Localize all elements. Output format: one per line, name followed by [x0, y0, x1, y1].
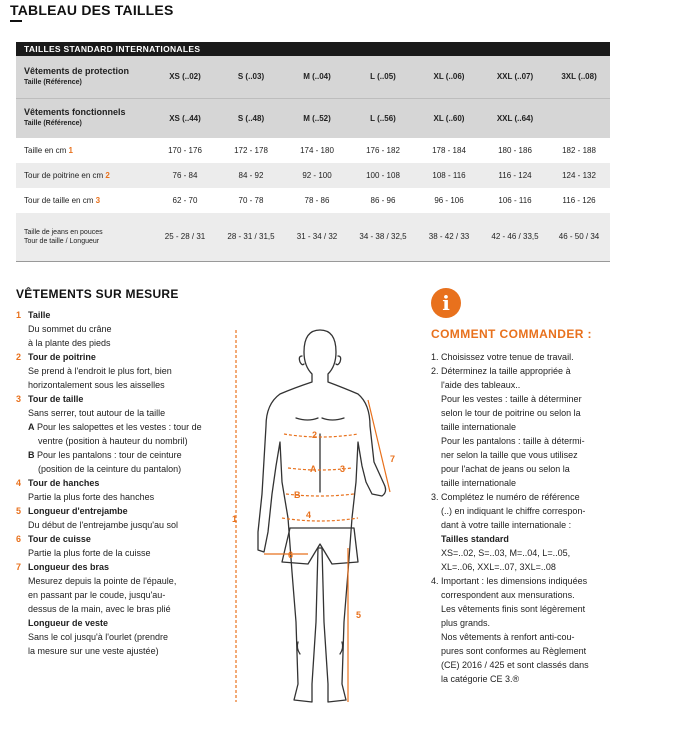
measure-desc: à la plante des pieds [28, 338, 111, 348]
table-row [16, 138, 610, 163]
measure-desc: la mesure sur une veste ajustée) [28, 646, 159, 656]
measures-list [16, 308, 216, 658]
table-cell: 170 - 176 [152, 138, 218, 163]
body-outline-icon [258, 330, 386, 702]
step-line: Les vêtements finis sont légèrement [441, 604, 586, 614]
measure-item [16, 532, 216, 560]
measure-desc: Sans le col jusqu'à l'ourlet (prendre [28, 632, 169, 642]
order-step [431, 574, 613, 686]
table-cell: 96 - 106 [416, 188, 482, 213]
table-cell: 106 - 116 [482, 188, 548, 213]
measure-name: Taille [28, 310, 51, 320]
table-cell: 124 - 132 [548, 163, 610, 188]
table-cell: 70 - 78 [218, 188, 284, 213]
table-cell: 46 - 50 / 34 [548, 213, 610, 261]
title-rule [10, 20, 22, 22]
measure-item [16, 476, 216, 504]
table-cell: 38 - 42 / 33 [416, 213, 482, 261]
table-row [16, 98, 610, 138]
table-cell: 108 - 116 [416, 163, 482, 188]
step-number: 3. [431, 492, 439, 502]
table-cell: L (..05) [350, 56, 416, 98]
label-6: 6 [288, 550, 294, 560]
step-number: 2. [431, 366, 439, 376]
table-cell: 25 - 28 / 31 [152, 213, 218, 261]
table-cell: 86 - 96 [350, 188, 416, 213]
table-cell: XS (..02) [152, 56, 218, 98]
measures-title: VÊTEMENTS SUR MESURE [16, 287, 179, 301]
table-cell: XS (..44) [152, 98, 218, 138]
measure-number: 4 [16, 478, 22, 488]
label-2: 2 [312, 430, 318, 440]
step-line: Important : les dimensions indiquées [441, 576, 588, 586]
measure-name: Tour de cuisse [28, 534, 91, 544]
table-cell: 176 - 182 [350, 138, 416, 163]
step-line: dant à votre taille internationale : [441, 520, 572, 530]
measure-number: 2 [16, 352, 22, 362]
table-cell: 78 - 86 [284, 188, 350, 213]
label-3: 3 [340, 464, 346, 474]
row-label: Vêtements de protection Taille (Référence) [16, 56, 152, 98]
table-cell: XL (..60) [416, 98, 482, 138]
body-figure [224, 322, 410, 722]
label-4: 4 [306, 510, 312, 520]
order-step [431, 490, 613, 574]
step-line: taille internationale [441, 478, 517, 488]
measure-item [16, 504, 216, 532]
measure-item [16, 560, 216, 658]
step-number: 4. [431, 576, 439, 586]
table-cell: S (..03) [218, 56, 284, 98]
measure-number: 5 [16, 506, 22, 516]
row-label: Taille de jeans en pouces Tour de taille / Longueur [16, 213, 152, 261]
step-line: pures sont conformes au Règlement [441, 646, 587, 656]
table-row [16, 188, 610, 213]
step-line: l'aide des tableaux.. [441, 380, 521, 390]
table-cell: 42 - 46 / 33,5 [482, 213, 548, 261]
measure-item [16, 392, 216, 476]
row-label: Taille en cm 1 [16, 138, 152, 163]
label-7: 7 [390, 454, 396, 464]
info-icon: i [431, 288, 461, 318]
measure-desc: Du début de l'entrejambe jusqu'au sol [28, 520, 179, 530]
table-cell: L (..56) [350, 98, 416, 138]
table-cell: 84 - 92 [218, 163, 284, 188]
table-cell: 100 - 108 [350, 163, 416, 188]
table-cell: 182 - 188 [548, 138, 610, 163]
measure-name: Tour de taille [28, 394, 84, 404]
row-label: Tour de taille en cm 3 [16, 188, 152, 213]
measure-sub-letter: A [28, 422, 35, 432]
step-line: XL=..06, XXL=..07, 3XL=..08 [441, 562, 556, 572]
measure-number: 7 [16, 562, 22, 572]
row-label: Tour de poitrine en cm 2 [16, 163, 152, 188]
table-cell: 28 - 31 / 31,5 [218, 213, 284, 261]
table-cell: 62 - 70 [152, 188, 218, 213]
measure-sub: A Pour les salopettes et les vestes : tour de ventre (position à hauteur du nombril) [28, 422, 202, 446]
measure-name: Tour de hanches [28, 478, 100, 488]
step-line: Nos vêtements à renfort anti-cou- [441, 632, 575, 642]
measure-desc: dessus de la main, avec le bras plié [28, 604, 171, 614]
label-a: A [310, 464, 317, 474]
label-1: 1 [232, 514, 238, 524]
measure-sub: B Pour les pantalons : tour de ceinture (position de la ceinture du pantalon) [28, 450, 182, 474]
table-cell: XXL (..07) [482, 56, 548, 98]
step-line: plus grands. [441, 618, 491, 628]
measure-extra-name: Longueur de veste [28, 618, 109, 628]
label-b: B [294, 490, 301, 500]
measure-desc: Mesurez depuis la pointe de l'épaule, [28, 576, 177, 586]
table-cell: 180 - 186 [482, 138, 548, 163]
order-title: COMMENT COMMANDER : [431, 327, 592, 341]
table-cell: 116 - 124 [482, 163, 548, 188]
step-number: 1. [431, 352, 439, 362]
table-cell: 178 - 184 [416, 138, 482, 163]
table-cell: M (..52) [284, 98, 350, 138]
table-row [16, 163, 610, 188]
measure-desc: Sans serrer, tout autour de la taille [28, 408, 166, 418]
step-line: la catégorie CE 3.® [441, 674, 520, 684]
table-cell: 174 - 180 [284, 138, 350, 163]
measure-desc: horizontalement sous les aisselles [28, 380, 165, 390]
step-line: Choisissez votre tenue de travail. [441, 352, 574, 362]
order-steps [431, 350, 613, 686]
table-header-row [16, 42, 610, 56]
measure-desc: Partie la plus forte des hanches [28, 492, 155, 502]
page-title: TABLEAU DES TAILLES [10, 2, 174, 18]
row-label: Vêtements fonctionnels Taille (Référence) [16, 98, 152, 138]
table-cell [548, 98, 610, 138]
step-line: Pour les pantalons : taille à détermi- [441, 436, 585, 446]
step-line: Déterminez la taille appropriée à [441, 366, 571, 376]
measure-number: 6 [16, 534, 22, 544]
table-cell: 34 - 38 / 32,5 [350, 213, 416, 261]
step-bold: Tailles standard [441, 534, 509, 544]
measure-desc: Se prend à l'endroit le plus fort, bien [28, 366, 172, 376]
table-cell: 3XL (..08) [548, 56, 610, 98]
step-line: (CE) 2016 / 425 et sont classés dans [441, 660, 589, 670]
order-step [431, 364, 613, 490]
table-cell: 92 - 100 [284, 163, 350, 188]
table-cell: 76 - 84 [152, 163, 218, 188]
measure-item [16, 350, 216, 392]
step-line: selon le tour de poitrine ou selon la [441, 408, 581, 418]
table-cell: S (..48) [218, 98, 284, 138]
table-cell: 31 - 34 / 32 [284, 213, 350, 261]
step-line: (..) en indiquant le chiffre correspon- [441, 506, 586, 516]
step-line: ner selon la taille que vous utilisez [441, 450, 578, 460]
measure-numbers [232, 430, 395, 620]
step-line: Complétez le numéro de référence [441, 492, 580, 502]
table-cell: 172 - 178 [218, 138, 284, 163]
measure-name: Longueur d'entrejambe [28, 506, 128, 516]
table-cell: XL (..06) [416, 56, 482, 98]
measure-desc: Du sommet du crâne [28, 324, 112, 334]
order-step [431, 350, 613, 364]
measure-number: 1 [16, 310, 22, 320]
table-row [16, 56, 610, 98]
label-5: 5 [356, 610, 362, 620]
step-line: correspondent aux mensurations. [441, 590, 575, 600]
step-line: pour l'achat de jeans ou selon la [441, 464, 570, 474]
step-line: Pour les vestes : taille à déterminer [441, 394, 582, 404]
measure-number: 3 [16, 394, 22, 404]
measure-sub-letter: B [28, 450, 35, 460]
size-table [16, 42, 610, 262]
measure-desc: Partie la plus forte de la cuisse [28, 548, 151, 558]
table-header: TAILLES STANDARD INTERNATIONALES [16, 42, 610, 56]
step-line: XS=..02, S=..03, M=..04, L=..05, [441, 548, 571, 558]
measure-name: Tour de poitrine [28, 352, 96, 362]
measure-item [16, 308, 216, 350]
measure-desc: en passant par le coude, jusqu'au- [28, 590, 166, 600]
table-cell: XXL (..64) [482, 98, 548, 138]
table-row [16, 213, 610, 261]
table-cell: 116 - 126 [548, 188, 610, 213]
table-cell: M (..04) [284, 56, 350, 98]
step-line: taille internationale [441, 422, 517, 432]
measure-name: Longueur des bras [28, 562, 110, 572]
